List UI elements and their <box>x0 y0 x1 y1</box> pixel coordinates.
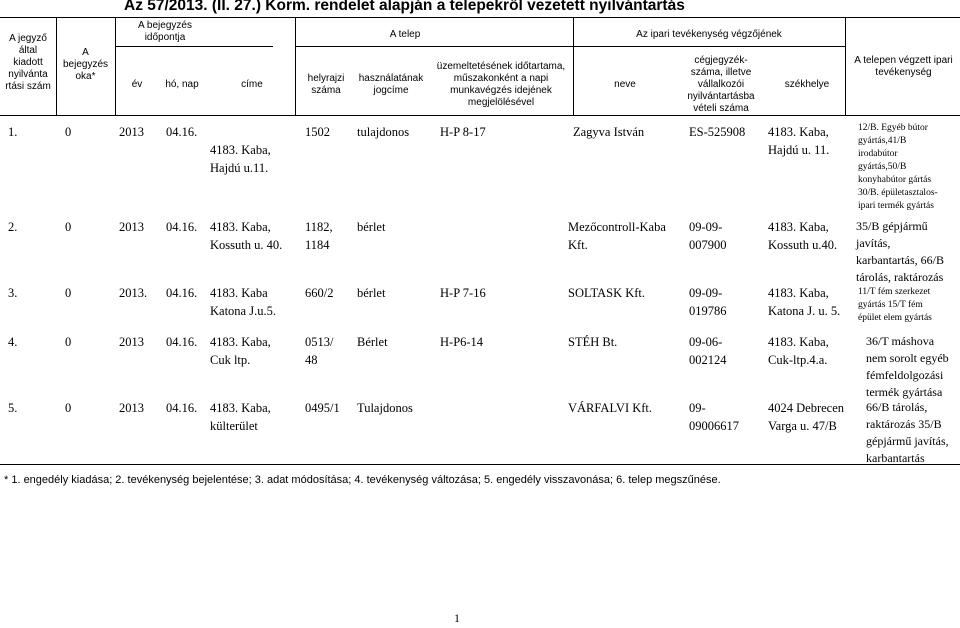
table-row-4-seat: 4183. Kaba, Cuk-ltp.4.a. <box>768 335 829 367</box>
table-row-3-date: 04.16. <box>166 286 198 300</box>
table-row-1-address: 4183. Kaba, Hajdú u.11. <box>210 143 271 175</box>
document-title: Az 57/2013. (II. 27.) Korm. rendelet alapján a telepekről vezetett nyilvántartás <box>124 0 685 14</box>
table-row-4-title: Bérlet <box>357 335 388 349</box>
year-header: év <box>131 79 143 90</box>
table-bottom-line <box>0 464 960 465</box>
table-row-3-reason: 0 <box>65 286 72 300</box>
table-row-2-activity: 35/B gépjármű javítás, karbantartás, 66/B tárolás, raktározás <box>856 219 944 284</box>
table-row-5-date: 04.16. <box>166 401 198 415</box>
entry-date-header: A bejegyzés időpontja <box>138 20 192 43</box>
header-mid-line-left <box>115 46 273 47</box>
table-row-5-reg: 09- 09006617 <box>689 401 739 433</box>
header-mid-line-telep <box>295 46 573 47</box>
name-header: neve <box>614 79 636 90</box>
table-row-2-lot: 1182, 1184 <box>305 220 333 252</box>
table-row-3-activity: 11/T fém szerkezet gyártás 15/T fém épület elem gyártás <box>858 287 932 323</box>
header-bottom-line <box>0 115 960 116</box>
table-row-1-reg: ES-525908 <box>689 125 746 139</box>
table-row-2-reg: 09-09- 007900 <box>689 220 727 252</box>
table-row-3-name: SOLTASK Kft. <box>568 286 646 300</box>
table-row-3-lot: 660/2 <box>305 286 334 300</box>
table-row-3-hours: H-P 7-16 <box>440 286 486 300</box>
table-row-1-seat: 4183. Kaba, Hajdú u. 11. <box>768 125 830 157</box>
table-row-1-title: tulajdonos <box>357 125 410 139</box>
table-row-4-reason: 0 <box>65 335 72 349</box>
table-row-1-date: 04.16. <box>166 125 198 139</box>
table-row-2-seat: 4183. Kaba, Kossuth u.40. <box>768 220 838 252</box>
table-row-4-hours: H-P6-14 <box>440 335 484 349</box>
table-row-2-reason: 0 <box>65 220 72 234</box>
table-row-5-no: 5. <box>8 401 18 415</box>
operator-group-header: Az ipari tevékenység végzőjének <box>636 29 782 40</box>
table-row-1-lot: 1502 <box>305 125 330 139</box>
table-row-4-date: 04.16. <box>166 335 198 349</box>
table-row-5-seat: 4024 Debrecen Varga u. 47/B <box>768 401 845 433</box>
table-row-4-address: 4183. Kaba, Cuk ltp. <box>210 335 271 367</box>
table-row-4-name: STÉH Bt. <box>568 335 618 349</box>
table-row-5-name: VÁRFALVI Kft. <box>568 401 653 415</box>
table-row-1-hours: H-P 8-17 <box>440 125 486 139</box>
table-row-4-lot: 0513/ 48 <box>305 335 334 367</box>
header-top-line <box>0 17 960 18</box>
table-row-3-no: 3. <box>8 286 18 300</box>
table-row-4-no: 4. <box>8 335 18 349</box>
operating-time-header: üzemeltetésének időtartama, műszakonként a napi munkavégzés idejének megjelölésével <box>436 61 566 108</box>
table-row-2-date: 04.16. <box>166 220 198 234</box>
table-row-1-name: Zagyva István <box>573 125 645 139</box>
table-row-3-seat: 4183. Kaba, Katona J. u. 5. <box>768 286 841 318</box>
table-row-1-reason: 0 <box>65 125 72 139</box>
usage-title-header: használatának jogcíme <box>358 73 424 96</box>
table-row-5-address: 4183. Kaba, külterület <box>210 401 271 433</box>
table-row-2-address: 4183. Kaba, Kossuth u. 40. <box>210 220 283 252</box>
table-row-3-address: 4183. Kaba Katona J.u.5. <box>210 286 276 318</box>
page-number: 1 <box>454 611 460 625</box>
issuer-header: A jegyző által kiadott nyilvánta rtási szám <box>5 33 51 92</box>
table-row-2-title: bérlet <box>357 220 386 234</box>
table-row-5-activity: 66/B tárolás, raktározás 35/B gépjármű javítás, karbantartás <box>866 400 949 465</box>
table-row-3-title: bérlet <box>357 286 386 300</box>
table-row-5-lot: 0495/1 <box>305 401 340 415</box>
table-row-5-title: Tulajdonos <box>357 401 413 415</box>
table-row-3-reg: 09-09- 019786 <box>689 286 727 318</box>
col-divider-3 <box>295 17 296 115</box>
table-row-2-name: Mezőcontroll-Kaba Kft. <box>568 220 666 252</box>
activity-header: A telepen végzett ipari tevékenység <box>854 55 953 78</box>
table-row-2-year: 2013 <box>119 220 144 234</box>
table-row-4-year: 2013 <box>119 335 144 349</box>
table-row-4-reg: 09-06- 002124 <box>689 335 727 367</box>
header-mid-line-operator <box>573 46 845 47</box>
footnote: * 1. engedély kiadása; 2. tevékenység bejelentése; 3. adat módosítása; 4. tevékenység változása; 5. engedély visszavonása; 6. telep megszűnése. <box>4 474 721 486</box>
company-reg-header: cégjegyzék- száma, illetve vállalkozói nyilvántartásba vételi száma <box>687 55 755 114</box>
table-row-1-year: 2013 <box>119 125 144 139</box>
address-header: címe <box>241 79 263 90</box>
table-row-4-activity: 36/T máshova nem sorolt egyéb fémfeldolgozási termék gyártása <box>866 334 949 399</box>
seat-header: székhelye <box>784 79 830 90</box>
col-divider-5 <box>845 17 846 115</box>
table-row-5-year: 2013 <box>119 401 144 415</box>
table-row-1-activity: 12/B. Egyéb bútor gyártás,41/B irodabútor gyártás,50/B konyhabútor gártás 30/B. épületasztalos- ipari termék gyártás <box>858 123 938 211</box>
table-row-2-no: 2. <box>8 220 18 234</box>
table-row-3-year: 2013. <box>119 286 148 300</box>
month-day-header: hó, nap <box>165 79 199 90</box>
lot-number-header: helyrajzi száma <box>307 73 345 96</box>
table-row-1-no: 1. <box>8 125 18 139</box>
telep-group-header: A telep <box>389 29 421 40</box>
table-row-5-reason: 0 <box>65 401 72 415</box>
reason-header: A bejegyzés oka* <box>62 47 109 82</box>
